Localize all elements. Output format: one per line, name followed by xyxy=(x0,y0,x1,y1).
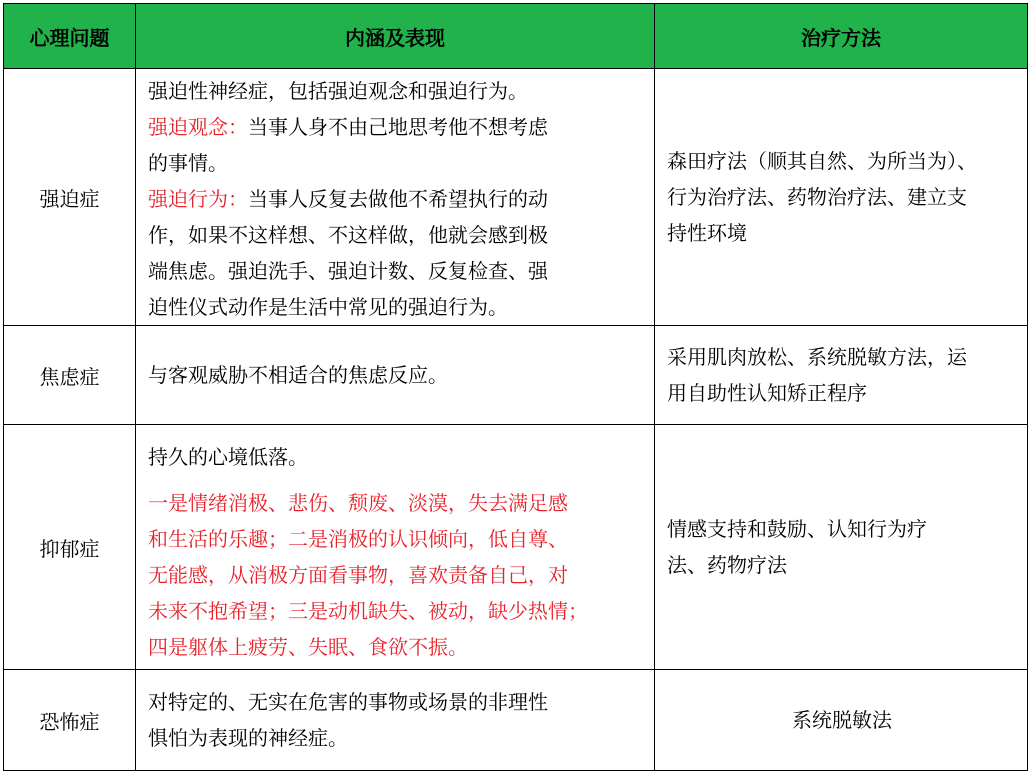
desc-line: 作，如果不这样想、不这样做，他就会感到极 xyxy=(148,223,548,247)
desc-line: 无能感，从消极方面看事物，喜欢责备自己，对 xyxy=(148,563,568,587)
treat-line: 持性环境 xyxy=(667,221,747,245)
desc-highlight: 强迫行为： xyxy=(148,187,248,211)
problem-name: 恐怖症 xyxy=(4,670,136,771)
description-cell xyxy=(136,326,655,425)
desc-line: 迫性仪式动作是生活中常见的强迫行为。 xyxy=(148,295,508,319)
description-cell xyxy=(136,425,655,670)
desc-line: 强迫性神经症，包括强迫观念和强迫行为。 xyxy=(148,79,528,103)
header-problem: 心理问题 xyxy=(4,4,136,69)
table-row xyxy=(4,670,1028,771)
header-description: 内涵及表现 xyxy=(136,4,655,69)
treatment-cell xyxy=(655,425,1028,670)
desc-line: 端焦虑。强迫洗手、强迫计数、反复检查、强 xyxy=(148,259,548,283)
problem-name: 焦虑症 xyxy=(4,326,136,425)
desc-line: 对特定的、无实在危害的事物或场景的非理性 xyxy=(148,690,548,714)
treat-line: 森田疗法（顺其自然、为所当为）、 xyxy=(667,149,977,173)
treat-line: 采用肌肉放松、系统脱敏方法，运 xyxy=(667,345,967,369)
desc-line: 持久的心境低落。 xyxy=(148,445,308,469)
psych-table xyxy=(3,3,1028,771)
desc-line: 与客观威胁不相适合的焦虑反应。 xyxy=(148,363,448,387)
treatment-cell xyxy=(655,670,1028,771)
treat-line: 情感支持和鼓励、认知行为疗 xyxy=(667,517,927,541)
desc-highlight: 强迫观念： xyxy=(148,115,248,139)
desc-line xyxy=(148,109,644,145)
treat-line: 行为治疗法、药物治疗法、建立支 xyxy=(667,185,967,209)
desc-text: 当事人身不由己地思考他不想考虑 xyxy=(248,115,548,139)
treat-line: 用自助性认知矫正程序 xyxy=(667,381,867,405)
header-row xyxy=(4,4,1028,69)
treatment-cell xyxy=(655,326,1028,425)
header-treatment: 治疗方法 xyxy=(655,4,1028,69)
problem-name: 强迫症 xyxy=(4,69,136,326)
desc-line: 未来不抱希望；三是动机缺失、被动，缺少热情； xyxy=(148,599,588,623)
desc-line: 的事情。 xyxy=(148,151,228,175)
description-cell xyxy=(136,670,655,771)
desc-text: 当事人反复去做他不希望执行的动 xyxy=(248,187,548,211)
table-row xyxy=(4,69,1028,326)
problem-name: 抑郁症 xyxy=(4,425,136,670)
table-row xyxy=(4,425,1028,670)
table-row xyxy=(4,326,1028,425)
desc-line: 和生活的乐趣；二是消极的认识倾向，低自尊、 xyxy=(148,527,568,551)
desc-line: 四是躯体上疲劳、失眠、食欲不振。 xyxy=(148,635,468,659)
treat-line: 法、药物疗法 xyxy=(667,553,787,577)
treat-line: 系统脱敏法 xyxy=(792,708,892,732)
desc-line xyxy=(148,181,644,217)
desc-line: 惧怕为表现的神经症。 xyxy=(148,726,348,750)
treatment-cell xyxy=(655,69,1028,326)
desc-line: 一是情绪消极、悲伤、颓废、淡漠，失去满足感 xyxy=(148,491,568,515)
description-cell xyxy=(136,69,655,326)
